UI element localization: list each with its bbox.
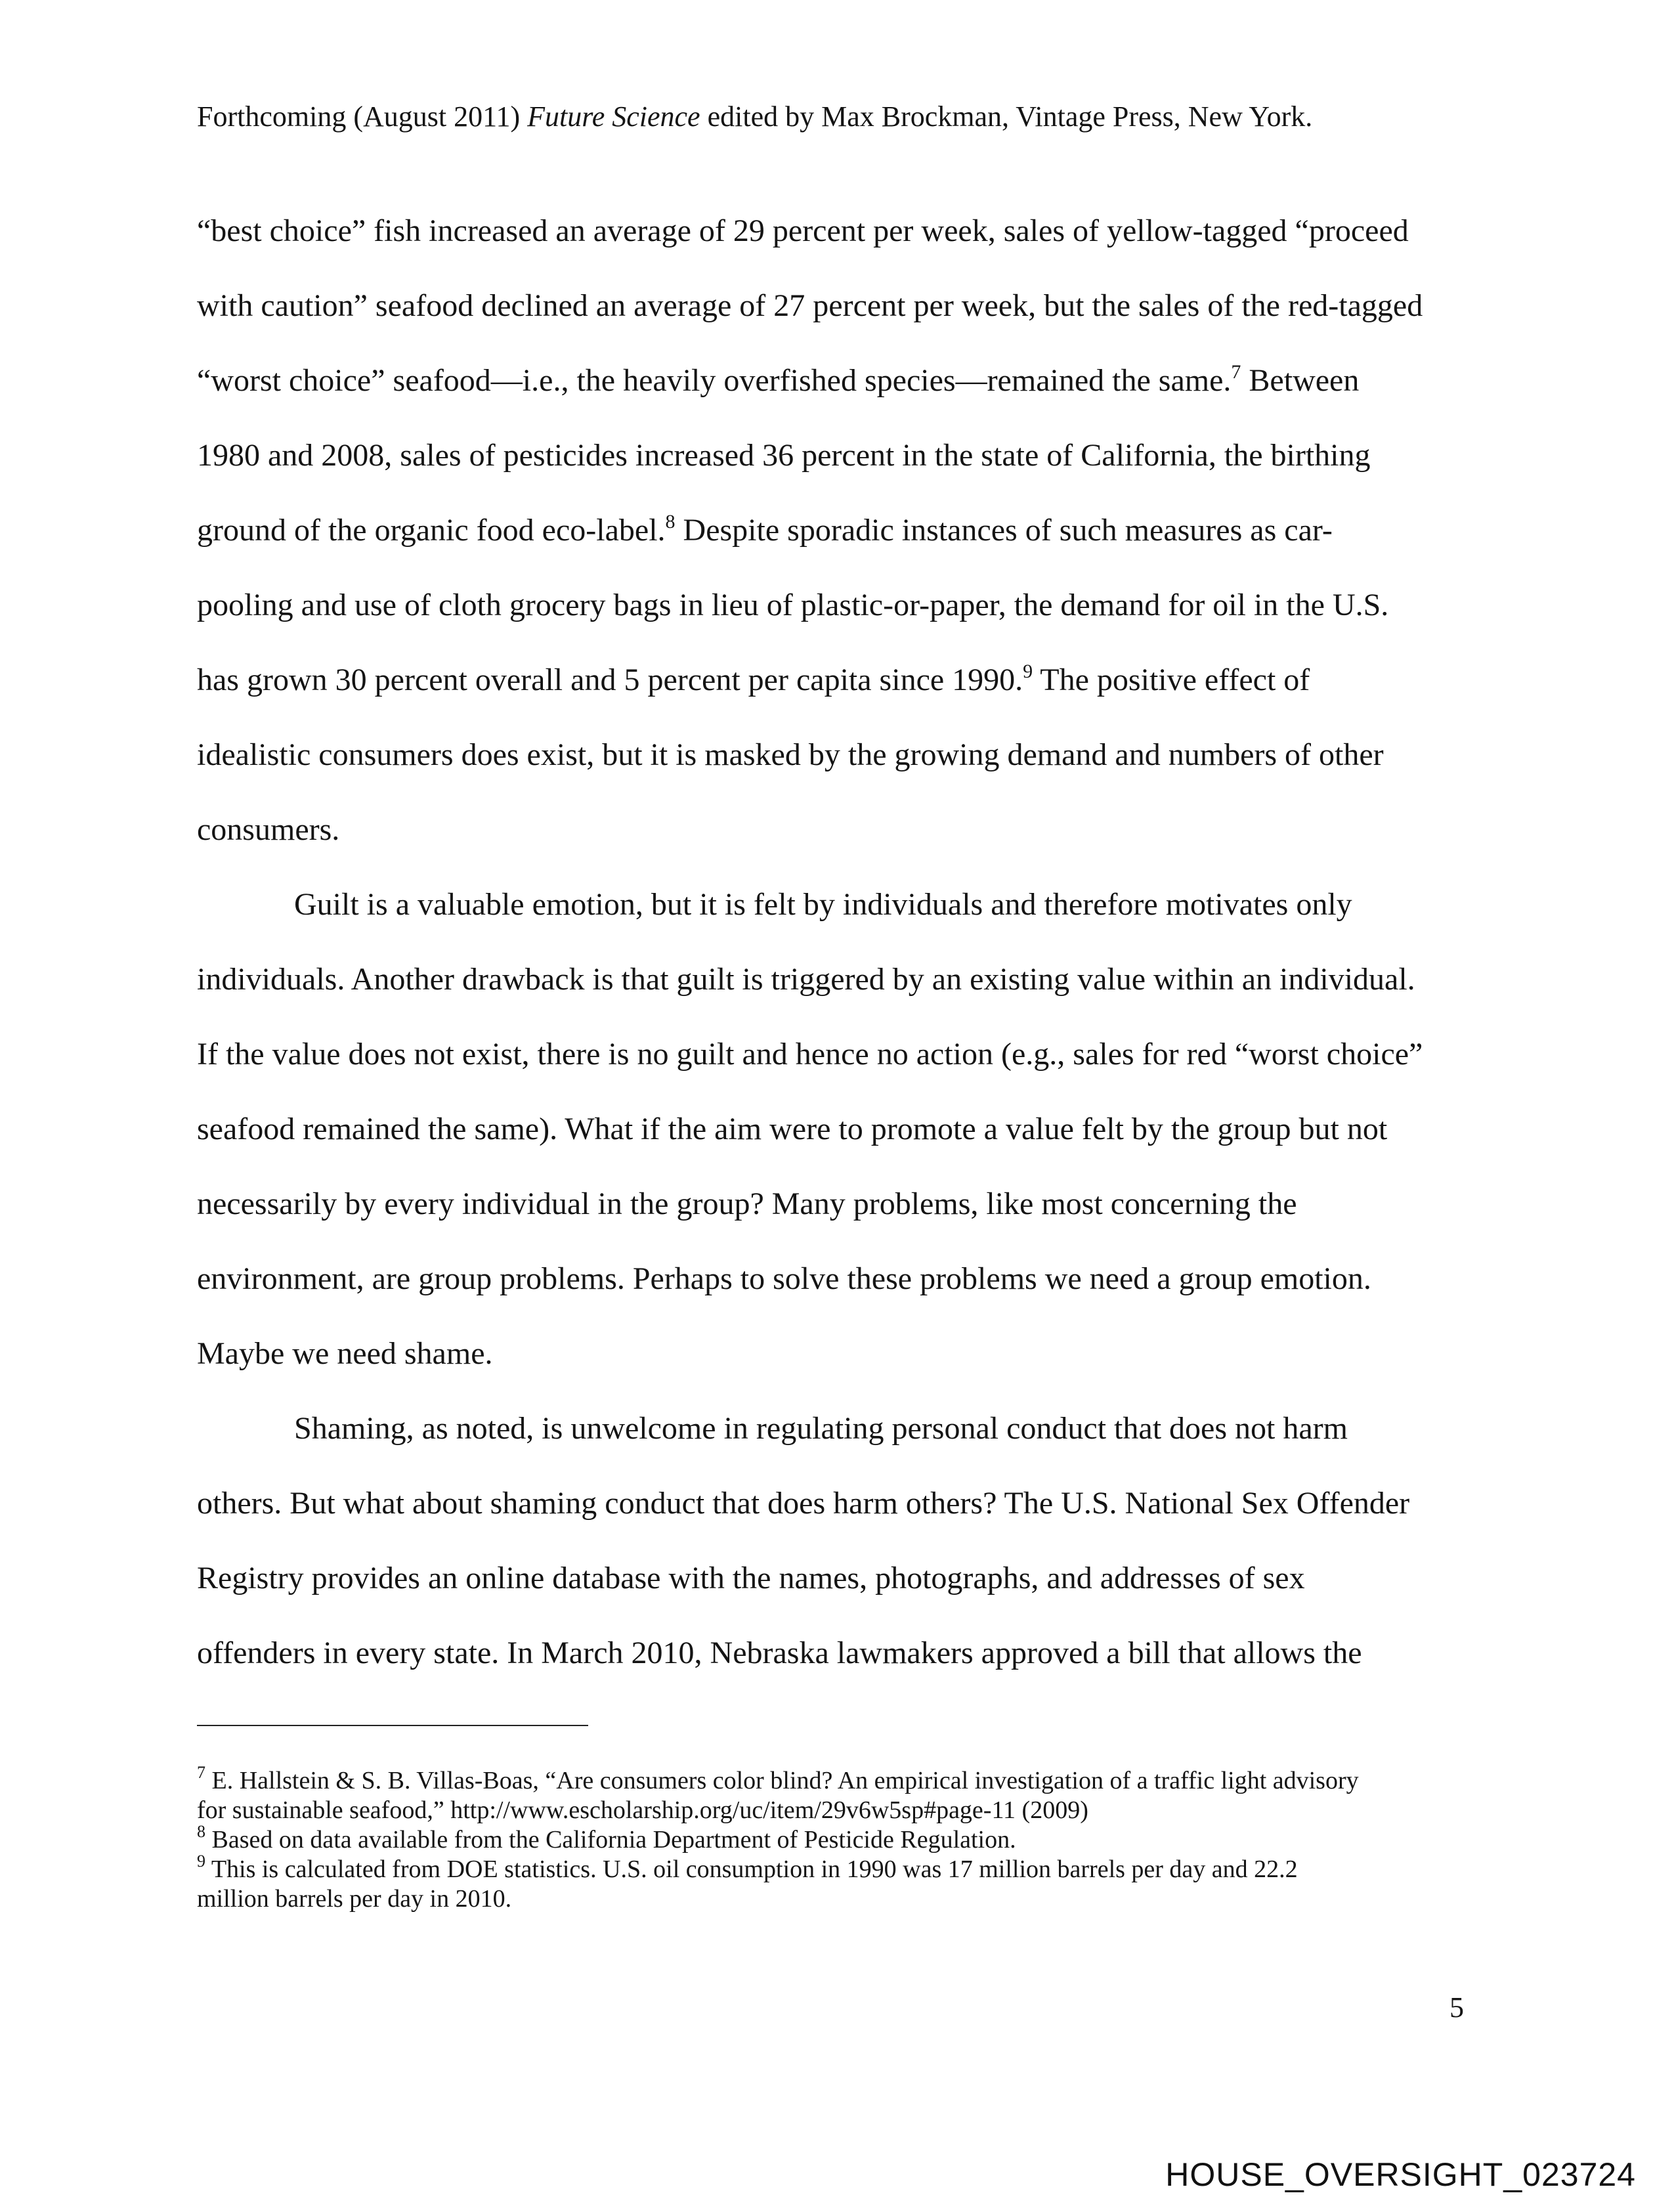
text-line: environment, are group problems. Perhaps to solve these problems we need a group emotion. xyxy=(197,1261,1371,1296)
running-header xyxy=(197,97,1312,137)
footnote-8 xyxy=(197,1822,1477,1855)
text-line: offenders in every state. In March 2010, Nebraska lawmakers approved a bill that allows the xyxy=(197,1636,1362,1670)
paragraph-1 xyxy=(197,194,1470,867)
text-line: idealistic consumers does exist, but it is masked by the growing demand and numbers of other xyxy=(197,737,1384,772)
footnote-7 xyxy=(197,1763,1477,1825)
header-book-title: Future Science xyxy=(527,100,700,133)
footnote-ref-7[interactable]: 7 xyxy=(1231,361,1241,383)
text-line: pooling and use of cloth grocery bags in lieu of plastic-or-paper, the demand for oil in the U.S. xyxy=(197,588,1389,622)
text-run: “worst choice” seafood—i.e., the heavily overfished species—remained the same. xyxy=(197,363,1232,398)
text-run: Despite sporadic instances of such measures as car- xyxy=(675,513,1333,548)
header-prefix: Forthcoming (August 2011) xyxy=(197,100,528,133)
bates-stamp: HOUSE_OVERSIGHT_023724 xyxy=(1165,2156,1636,2193)
text-run: has grown 30 percent overall and 5 percent per capita since 1990. xyxy=(197,662,1023,697)
footnote-line: million barrels per day in 2010. xyxy=(197,1885,512,1913)
footnote-number: 7 xyxy=(197,1763,205,1783)
text-line: seafood remained the same). What if the aim were to promote a value felt by the group but not xyxy=(197,1112,1388,1146)
paragraph-3 xyxy=(197,1391,1470,1691)
text-line: Maybe we need shame. xyxy=(197,1336,493,1371)
text-line: individuals. Another drawback is that guilt is triggered by an existing value within an individual. xyxy=(197,962,1415,997)
footnote-line xyxy=(197,1852,1477,1884)
text-line: consumers. xyxy=(197,812,340,847)
text-run: Between xyxy=(1241,363,1360,398)
text-line xyxy=(197,343,1470,418)
footnote-ref-9[interactable]: 9 xyxy=(1023,661,1033,682)
text-run: ground of the organic food eco-label. xyxy=(197,513,666,548)
text-line: others. But what about shaming conduct that does harm others? The U.S. National Sex Offender xyxy=(197,1486,1410,1521)
footnote-number: 9 xyxy=(197,1852,205,1871)
text-line: Shaming, as noted, is unwelcome in regulating personal conduct that does not harm xyxy=(294,1411,1348,1446)
text-line xyxy=(197,643,1470,718)
footnote-separator xyxy=(197,1725,588,1726)
text-line xyxy=(197,493,1470,568)
footnotes xyxy=(197,1763,1477,1914)
footnote-line: for sustainable seafood,” http://www.escholarship.org/uc/item/29v6w5sp#page-11 (2009) xyxy=(197,1796,1088,1824)
header-suffix: edited by Max Brockman, Vintage Press, New York. xyxy=(700,100,1313,133)
footnote-9 xyxy=(197,1852,1477,1914)
page-number: 5 xyxy=(1449,1991,1464,2024)
text-line: necessarily by every individual in the group? Many problems, like most concerning the xyxy=(197,1186,1297,1221)
text-line: Guilt is a valuable emotion, but it is felt by individuals and therefore motivates only xyxy=(294,887,1352,922)
text-line: with caution” seafood declined an average of 27 percent per week, but the sales of the red-tagged xyxy=(197,288,1423,323)
footnote-number: 8 xyxy=(197,1822,205,1842)
footnote-text: E. Hallstein & S. B. Villas-Boas, “Are consumers color blind? An empirical investigation of a traffic light advisory xyxy=(205,1767,1359,1794)
footnote-text: Based on data available from the California Department of Pesticide Regulation. xyxy=(205,1826,1016,1854)
text-line: If the value does not exist, there is no guilt and hence no action (e.g., sales for red “worst choice” xyxy=(197,1037,1423,1072)
text-run: The positive effect of xyxy=(1033,662,1310,697)
body-text xyxy=(197,194,1470,1691)
footnote-line xyxy=(197,1822,1477,1855)
text-line: “best choice” fish increased an average of 29 percent per week, sales of yellow-tagged “proceed xyxy=(197,213,1409,248)
footnote-ref-8[interactable]: 8 xyxy=(665,511,676,532)
paragraph-2 xyxy=(197,867,1470,1391)
footnote-line xyxy=(197,1763,1477,1796)
footnote-text: This is calculated from DOE statistics. U.S. oil consumption in 1990 was 17 million barrels per day and 22.2 xyxy=(205,1855,1298,1883)
text-line: Registry provides an online database with the names, photographs, and addresses of sex xyxy=(197,1561,1305,1595)
text-line: 1980 and 2008, sales of pesticides increased 36 percent in the state of California, the birthing xyxy=(197,438,1371,473)
